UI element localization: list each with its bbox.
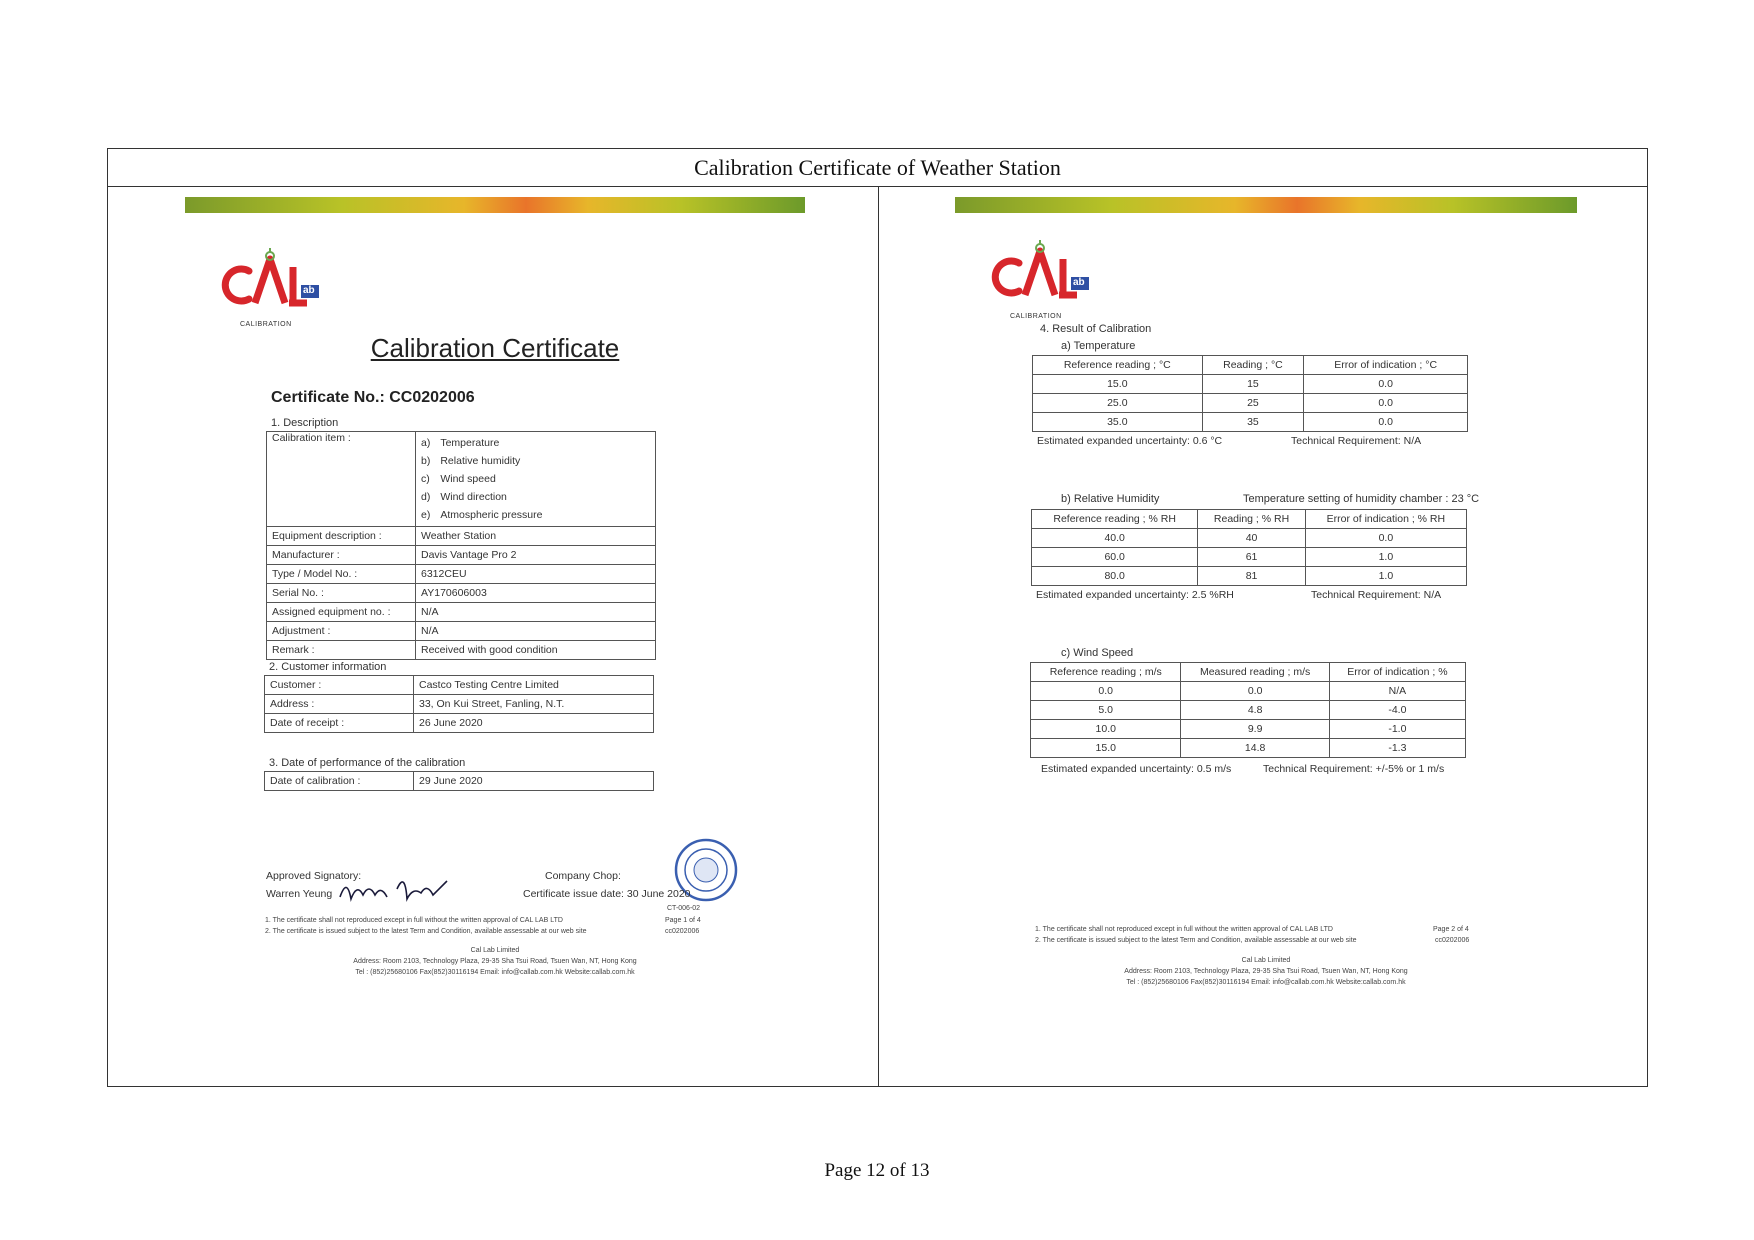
color-bar: [185, 197, 805, 213]
table-cell: 0.0: [1304, 413, 1468, 432]
table-row: [265, 676, 654, 695]
company-address: Address: Room 2103, Technology Plaza, 29-35 Sha Tsui Road, Tsuen Wan, NT, Hong Kong: [353, 958, 637, 965]
table-row: [267, 565, 656, 584]
column-header: Reading ; % RH: [1198, 510, 1305, 529]
page-number: Page 1 of 4: [665, 917, 701, 924]
company-address: Address: Room 2103, Technology Plaza, 29-35 Sha Tsui Road, Tsuen Wan, NT, Hong Kong: [1124, 968, 1408, 975]
field-label: Equipment description :: [267, 527, 416, 546]
column-header: Error of indication ; % RH: [1305, 510, 1466, 529]
table-cell: -1.3: [1329, 739, 1465, 758]
handwritten-signature: [335, 869, 455, 909]
field-value: Davis Vantage Pro 2: [416, 546, 656, 565]
field-label: Remark :: [267, 641, 416, 660]
column-header: Measured reading ; m/s: [1181, 663, 1329, 682]
table-header-row: [1031, 663, 1466, 682]
table-cell: 0.0: [1304, 375, 1468, 394]
field-value: 6312CEU: [416, 565, 656, 584]
field-label: Assigned equipment no. :: [267, 603, 416, 622]
page-number: Page 2 of 4: [1433, 926, 1469, 933]
field-value: Received with good condition: [416, 641, 656, 660]
table-row: [1033, 413, 1468, 432]
form-code: CT-006-02: [667, 905, 701, 912]
item-text: Atmospheric pressure: [440, 509, 543, 521]
table-cell: -4.0: [1329, 701, 1465, 720]
certificate-number: Certificate No.: CC0202006: [271, 389, 475, 406]
frame-title: Calibration Certificate of Weather Station: [108, 149, 1647, 187]
section-4-title: 4. Result of Calibration: [1040, 323, 1152, 335]
table-cell: 60.0: [1032, 548, 1198, 567]
logo-subtitle: CALIBRATION: [240, 321, 292, 328]
table-cell: 1.0: [1305, 548, 1466, 567]
item-letter: c): [421, 473, 430, 485]
document-title-text: Calibration Certificate: [370, 333, 620, 363]
wind-speed-label: c) Wind Speed: [1061, 647, 1134, 659]
table-header-row: [1033, 356, 1468, 375]
table-row: [1031, 701, 1466, 720]
table-row: [1032, 548, 1467, 567]
field-label: Manufacturer :: [267, 546, 416, 565]
table-row: [267, 603, 656, 622]
calibration-items-list: [416, 434, 547, 524]
footnote-2: 2. The certificate is issued subject to the latest Term and Condition, available assessable at our web site: [265, 928, 587, 935]
field-label: Address :: [265, 695, 414, 714]
temperature-uncertainty: Estimated expanded uncertainty: 0.6 °C: [1037, 435, 1223, 447]
list-item: [416, 434, 547, 452]
list-item: [416, 452, 547, 470]
table-row: [267, 546, 656, 565]
list-item: [416, 506, 547, 524]
table-row: [1032, 567, 1467, 586]
company-contacts: Tel : (852)25680106 Fax(852)30116194 Email: info@callab.com.hk Website:callab.com.hk: [355, 969, 635, 976]
table-cell: 15: [1202, 375, 1304, 394]
temperature-label: a) Temperature: [1061, 340, 1136, 352]
column-header: Error of indication ; %: [1329, 663, 1465, 682]
footnote-1: 1. The certificate shall not reproduced except in full without the written approval of CAL LAB LTD: [1035, 926, 1333, 933]
item-text: Wind speed: [440, 473, 496, 485]
field-value: AY170606003: [416, 584, 656, 603]
table-row: [1032, 529, 1467, 548]
wind-speed-uncertainty: Estimated expanded uncertainty: 0.5 m/s: [1041, 763, 1232, 775]
item-text: Relative humidity: [440, 455, 521, 467]
column-divider: [878, 187, 879, 1086]
table-cell: 5.0: [1031, 701, 1181, 720]
calibration-items-cell: [416, 432, 656, 527]
wind-speed-table: [1030, 662, 1466, 758]
callab-logo: [215, 245, 325, 323]
list-item: [416, 470, 547, 488]
field-value: 26 June 2020: [414, 714, 654, 733]
field-label: Date of calibration :: [265, 772, 414, 791]
calibration-item-label: Calibration item :: [267, 432, 416, 527]
table-cell: N/A: [1329, 682, 1465, 701]
table-row: [265, 714, 654, 733]
item-letter: e): [421, 509, 431, 521]
item-text: Temperature: [440, 437, 500, 449]
humidity-chamber-setting: Temperature setting of humidity chamber : 23 °C: [1243, 493, 1480, 505]
certificate-page-1: [185, 197, 805, 1077]
table-cell: 0.0: [1305, 529, 1466, 548]
table-cell: 4.8: [1181, 701, 1329, 720]
field-label: Customer :: [265, 676, 414, 695]
table-cell: 61: [1198, 548, 1305, 567]
table-row: [267, 622, 656, 641]
table-row: [1031, 720, 1466, 739]
page-certificate-ref: cc0202006: [1435, 937, 1470, 944]
column-header: Reference reading ; °C: [1033, 356, 1203, 375]
field-label: Serial No. :: [267, 584, 416, 603]
color-bar: [955, 197, 1577, 213]
column-header: Reading ; °C: [1202, 356, 1304, 375]
table-row: [1033, 394, 1468, 413]
table-row: [267, 527, 656, 546]
table-cell: 25.0: [1033, 394, 1203, 413]
performance-table: [264, 771, 654, 791]
company-name: Cal Lab Limited: [1241, 957, 1291, 964]
table-row: [1031, 739, 1466, 758]
field-value: 29 June 2020: [414, 772, 654, 791]
column-header: Reference reading ; % RH: [1032, 510, 1198, 529]
table-cell: 81: [1198, 567, 1305, 586]
field-value: 33, On Kui Street, Fanling, N.T.: [414, 695, 654, 714]
table-cell: 80.0: [1032, 567, 1198, 586]
table-cell: 10.0: [1031, 720, 1181, 739]
table-cell: 25: [1202, 394, 1304, 413]
temperature-requirement: Technical Requirement: N/A: [1291, 435, 1422, 447]
humidity-table: [1031, 509, 1467, 586]
item-letter: b): [421, 455, 431, 467]
table-row: [1031, 682, 1466, 701]
certificate-page-2: [955, 197, 1577, 1057]
field-value: Castco Testing Centre Limited: [414, 676, 654, 695]
section-1-title: 1. Description: [271, 417, 339, 429]
customer-table: [264, 675, 654, 733]
table-cell: 35.0: [1033, 413, 1203, 432]
table-row: [267, 584, 656, 603]
field-label: Type / Model No. :: [267, 565, 416, 584]
field-value: N/A: [416, 603, 656, 622]
table-cell: 9.9: [1181, 720, 1329, 739]
table-cell: 40.0: [1032, 529, 1198, 548]
field-value: N/A: [416, 622, 656, 641]
company-chop-label: Company Chop:: [545, 870, 621, 882]
table-row: [267, 641, 656, 660]
humidity-requirement: Technical Requirement: N/A: [1311, 589, 1442, 601]
temperature-table: [1032, 355, 1468, 432]
table-cell: 0.0: [1304, 394, 1468, 413]
table-cell: 0.0: [1031, 682, 1181, 701]
table-cell: 1.0: [1305, 567, 1466, 586]
table-cell: 40: [1198, 529, 1305, 548]
certificate-issue-date: Certificate issue date: 30 June 2020: [523, 888, 691, 900]
page-certificate-ref: cc0202006: [665, 928, 700, 935]
logo-subtitle: CALIBRATION: [1010, 313, 1062, 320]
item-letter: a): [421, 437, 431, 449]
list-item: [416, 488, 547, 506]
document-title: [185, 333, 805, 364]
item-text: Wind direction: [440, 491, 507, 503]
approved-signatory-label: Approved Signatory:: [266, 870, 362, 882]
column-header: Error of indication ; °C: [1304, 356, 1468, 375]
table-cell: 15.0: [1033, 375, 1203, 394]
certificate-frame: [107, 148, 1648, 1087]
company-contacts: Tel : (852)25680106 Fax(852)30116194 Email: info@callab.com.hk Website:callab.com.hk: [1126, 979, 1406, 986]
logo-lab-text: ab: [1073, 277, 1085, 288]
humidity-label: b) Relative Humidity: [1061, 493, 1160, 505]
footnote-1: 1. The certificate shall not reproduced except in full without the written approval of CAL LAB LTD: [265, 917, 563, 924]
table-row: [1033, 375, 1468, 394]
callab-logo: [985, 237, 1095, 315]
table-row: [267, 432, 656, 527]
table-cell: 0.0: [1181, 682, 1329, 701]
footnote-2: 2. The certificate is issued subject to the latest Term and Condition, available assessable at our web site: [1035, 937, 1357, 944]
table-header-row: [1032, 510, 1467, 529]
table-row: [265, 772, 654, 791]
field-label: Adjustment :: [267, 622, 416, 641]
company-name: Cal Lab Limited: [470, 947, 520, 954]
field-value: Weather Station: [416, 527, 656, 546]
humidity-uncertainty: Estimated expanded uncertainty: 2.5 %RH: [1036, 589, 1234, 601]
field-label: Date of receipt :: [265, 714, 414, 733]
table-cell: -1.0: [1329, 720, 1465, 739]
table-cell: 14.8: [1181, 739, 1329, 758]
page-footer: Page 12 of 13: [824, 1160, 930, 1181]
logo-lab-text: ab: [303, 285, 315, 296]
section-3-title: 3. Date of performance of the calibration: [269, 757, 466, 769]
column-header: Reference reading ; m/s: [1031, 663, 1181, 682]
description-table: [266, 431, 656, 660]
table-cell: 35: [1202, 413, 1304, 432]
item-letter: d): [421, 491, 431, 503]
table-cell: 15.0: [1031, 739, 1181, 758]
signatory-name: Warren Yeung: [266, 888, 333, 900]
table-row: [265, 695, 654, 714]
wind-speed-requirement: Technical Requirement: +/-5% or 1 m/s: [1263, 763, 1445, 775]
section-2-title: 2. Customer information: [269, 661, 387, 673]
